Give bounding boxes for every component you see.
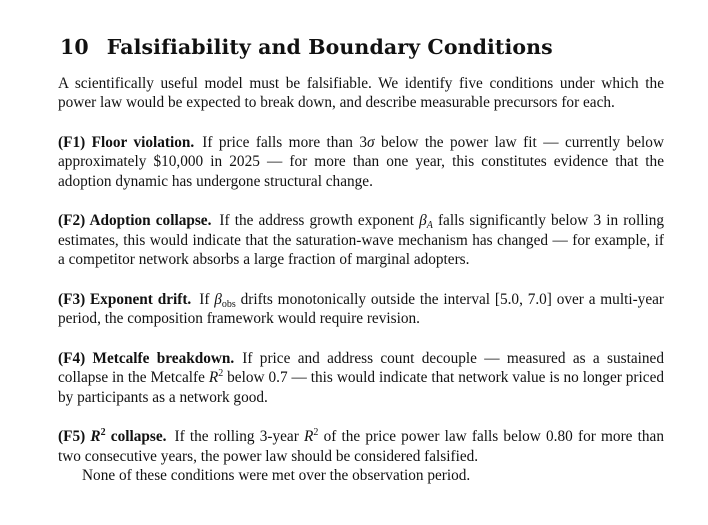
condition-f1 [58, 133, 664, 192]
condition-f1-label: (F1) Floor violation. [58, 133, 195, 151]
condition-f4-text-a: If price and address count decouple — measured as a sustained collapse in the Metcalfe [58, 349, 664, 387]
condition-f5-label-superscript: 2 [100, 427, 106, 439]
condition-f1-text-a: If price falls more than 3 [202, 133, 367, 151]
condition-f4-label: (F4) Metcalfe breakdown. [58, 349, 235, 367]
intro-paragraph: A scientifically useful model must be falsifiable. We identify five conditions under which the power law would be expected to break down, and describe measurable precursors for each. [58, 74, 664, 112]
condition-f1-sigma: σ [367, 133, 375, 151]
condition-f5-r: R [304, 428, 314, 446]
condition-f5-text-b: of the price power law falls below 0.80 for more than two consecutive years, the power law should be considered falsified. [58, 428, 664, 465]
condition-f4-text-b: below 0.7 — this would indicate that network value is no longer priced by participants as a network good. [58, 369, 665, 406]
condition-f3-label: (F3) Exponent drift. [58, 290, 192, 308]
condition-f3 [58, 290, 664, 329]
condition-f3-beta: β [214, 290, 222, 308]
section-title: Falsifiability and Boundary Conditions [106, 35, 553, 59]
condition-f2 [58, 211, 664, 270]
condition-f5-label [58, 428, 166, 445]
condition-f5 [58, 427, 664, 466]
condition-f5-label-post: collapse. [105, 428, 167, 446]
paper-page [58, 30, 664, 486]
condition-f3-beta-subscript: obs [221, 298, 236, 310]
condition-f4 [58, 349, 664, 408]
condition-f2-text-b: falls significantly below 3 in rolling estimates, this would indicate that the saturation-wave mechanism has changed — for example, if a competitor network absorbs a large fraction of marginal adopters. [58, 212, 664, 269]
condition-f4-r-superscript: 2 [218, 368, 224, 380]
condition-f2-text-a: If the address growth exponent [219, 212, 420, 230]
condition-f2-beta-subscript: A [426, 220, 433, 232]
condition-f5-label-r: R [90, 428, 101, 446]
closing-paragraph: None of these conditions were met over the observation period. [82, 467, 471, 485]
condition-f3-text-a: If [199, 290, 215, 308]
condition-f4-r: R [208, 369, 219, 387]
condition-f5-label-pre: (F5) [58, 428, 91, 446]
condition-f5-text-a: If the rolling 3-year [174, 428, 305, 446]
section-number: 10 [60, 35, 89, 59]
condition-f1-text-b: below the power law fit — currently below approximately $10,000 in 2025 — for more than one year, this constitutes evidence that the adoption dynamic has undergone structural change. [58, 133, 664, 190]
condition-f2-beta: β [419, 212, 427, 230]
condition-f5-r-superscript: 2 [313, 427, 319, 439]
condition-f3-text-b: drifts monotonically outside the interval [5.0, 7.0] over a multi-year period, the composition framework would require revision. [58, 290, 664, 328]
section-heading [60, 36, 664, 59]
condition-f2-label: (F2) Adoption collapse. [58, 212, 212, 230]
